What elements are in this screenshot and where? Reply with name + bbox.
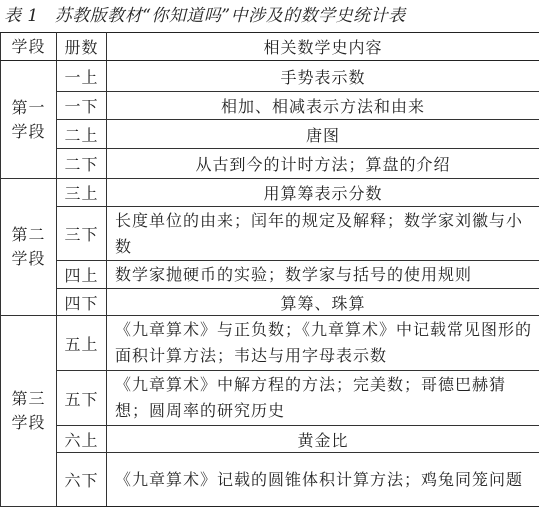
stage-cell: 第三学段 <box>1 316 57 507</box>
content-cell: 黄金比 <box>107 426 539 453</box>
volume-cell: 四下 <box>57 289 107 316</box>
volume-cell: 一上 <box>57 61 107 92</box>
math-history-table <box>0 32 539 507</box>
volume-cell: 三下 <box>57 207 107 261</box>
content-cell: 长度单位的由来；闰年的规定及解释；数学家刘徽与小数 <box>107 207 539 261</box>
volume-cell: 一下 <box>57 92 107 120</box>
content-cell: 手势表示数 <box>107 61 539 92</box>
table-caption <box>0 0 539 32</box>
table-row <box>1 316 539 371</box>
table-number: 表 1 <box>4 6 39 26</box>
content-cell: 相加、相减表示方法和由来 <box>107 92 539 120</box>
content-cell: 从古到今的计时方法；算盘的介绍 <box>107 149 539 179</box>
volume-cell: 二上 <box>57 120 107 149</box>
content-cell: 算筹、珠算 <box>107 289 539 316</box>
content-cell: 用算筹表示分数 <box>107 179 539 207</box>
content-cell: 《九章算术》记载的圆锥体积计算方法；鸡兔同笼问题 <box>107 453 539 507</box>
content-cell: 《九章算术》与正负数；《九章算术》中记载常见图形的面积计算方法；韦达与用字母表示数 <box>107 316 539 371</box>
header-row <box>1 33 539 61</box>
volume-cell: 六上 <box>57 426 107 453</box>
volume-cell: 二下 <box>57 149 107 179</box>
volume-cell: 四上 <box>57 261 107 289</box>
volume-cell: 五上 <box>57 316 107 371</box>
table-row <box>1 61 539 92</box>
volume-cell: 六下 <box>57 453 107 507</box>
table-row <box>1 207 539 261</box>
table-row <box>1 261 539 289</box>
volume-cell: 三上 <box>57 179 107 207</box>
stage-cell: 第二学段 <box>1 179 57 316</box>
content-cell: 数学家抛硬币的实验；数学家与括号的使用规则 <box>107 261 539 289</box>
volume-cell: 五下 <box>57 371 107 426</box>
content-cell: 唐图 <box>107 120 539 149</box>
header-stage: 学段 <box>1 33 57 61</box>
table-row <box>1 371 539 426</box>
table-row <box>1 149 539 179</box>
header-content: 相关数学史内容 <box>107 33 539 61</box>
table-row <box>1 179 539 207</box>
table-title: 苏教版教材“你知道吗”中涉及的数学史统计表 <box>55 6 406 26</box>
header-volume: 册数 <box>57 33 107 61</box>
stage-cell: 第一学段 <box>1 61 57 179</box>
table-row <box>1 426 539 453</box>
content-cell: 《九章算术》中解方程的方法；完美数；哥德巴赫猜想；圆周率的研究历史 <box>107 371 539 426</box>
table-row <box>1 120 539 149</box>
table-row <box>1 453 539 507</box>
table-row <box>1 92 539 120</box>
table-row <box>1 289 539 316</box>
